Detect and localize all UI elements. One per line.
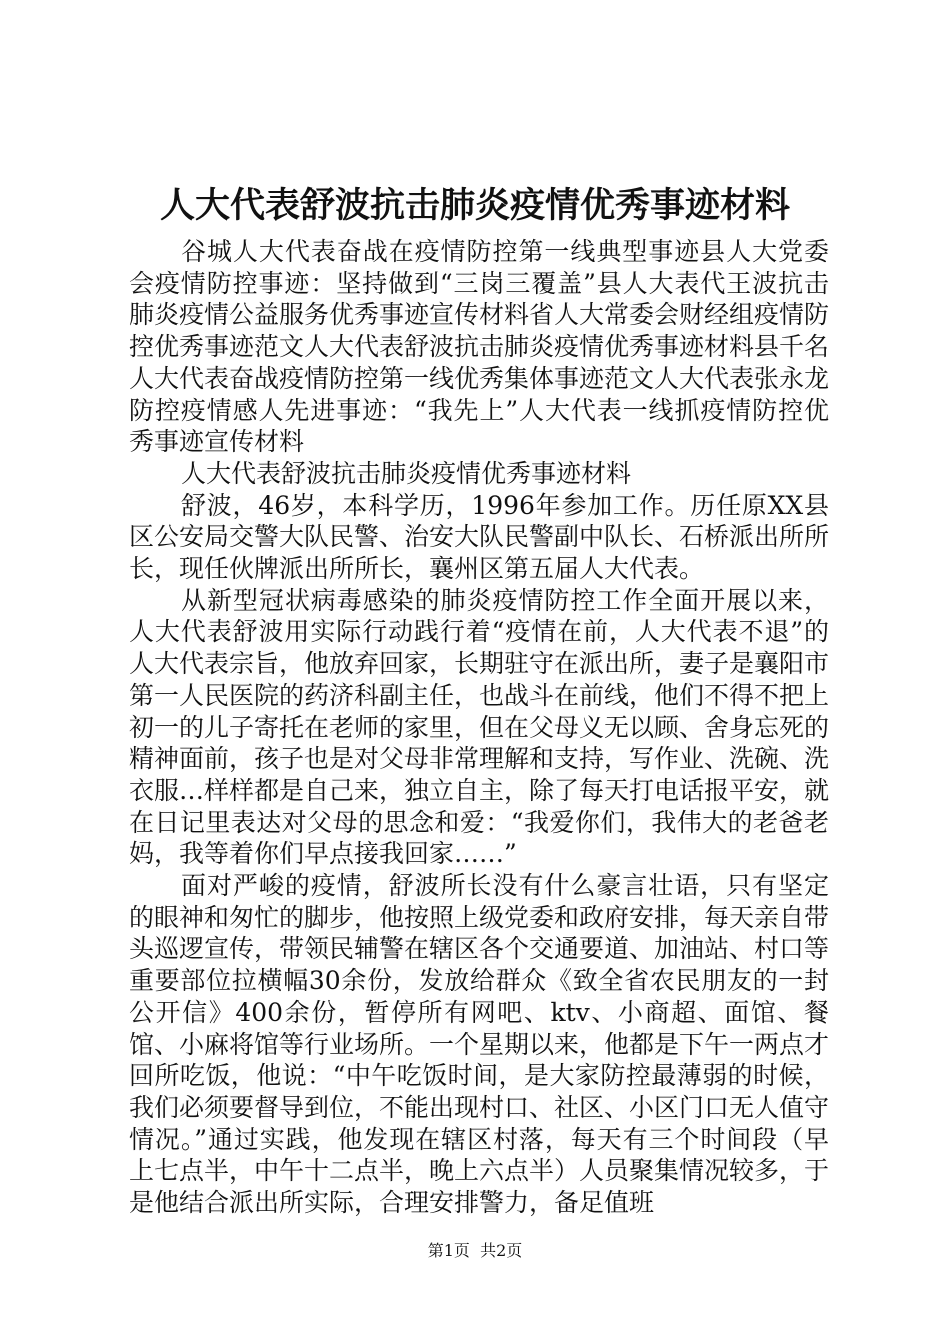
document-title: 人大代表舒波抗击肺炎疫情优秀事迹材料 [159, 185, 790, 226]
paragraph-family: 从新型冠状病毒感染的肺炎疫情防控工作全面开展以来，人大代表舒波用实际行动践行着“疫情在前，人大代表不退”的人大代表宗旨，他放弃回家，长期驻守在派出所，妻子是襄阳市第一人民医院的药济科副主任，也战斗在前线，他们不得不把上初一的儿子寄托在老师的家里，但在父母义无以顾、舍身忘死的精神面前，孩子也是对父母非常理解和支持，写作业、洗碗、洗衣服…样样都是自己来，独立自主，除了每天打电话报平安，就在日记里表达对父母的思念和爱：“我爱你们，我伟大的老爸老妈，我等着你们早点接我回家……” [129, 585, 830, 869]
paragraph-profile: 舒波，46岁，本科学历，1996年参加工作。历任原XX县区公安局交警大队民警、治安大队民警副中队长、石桥派出所所长，现任伙牌派出所所长，襄州区第五届人大代表。 [129, 490, 830, 584]
document-body [129, 236, 829, 1219]
paragraph-subtitle: 人大代表舒波抗击肺炎疫情优秀事迹材料 [181, 458, 632, 488]
paragraph-actions: 面对严峻的疫情，舒波所长没有什么豪言壮语，只有坚定的眼神和匆忙的脚步，他按照上级党委和政府安排，每天亲自带头巡逻宣传，带领民辅警在辖区各个交通要道、加油站、村口等重要部位拉横幅30余份，发放给群众《致全省农民朋友的一封公开信》400余份，暂停所有网吧、ktv、小商超、面馆、餐馆、小麻将馆等行业场所。一个星期以来，他都是下午一两点才回所吃饭，他说：“中午吃饭时间，是大家防控最薄弱的时候，我们必须要督导到位，不能出现村口、社区、小区门口无人值守情况。”通过实践，他发现在辖区村落，每天有三个时间段（早上七点半，中午十二点半，晚上六点半）人员聚集情况较多，于是他结合派出所实际，合理安排警力，备足值班 [129, 871, 830, 1218]
paragraph-summary: 谷城人大代表奋战在疫情防控第一线典型事迹县人大党委会疫情防控事迹：坚持做到“三岗三覆盖”县人大表代王波抗击肺炎疫情公益服务优秀事迹宣传材料省人大常委会财经组疫情防控优秀事迹范文人大代表舒波抗击肺炎疫情优秀事迹材料县千名人大代表奋战疫情防控第一线优秀集体事迹范文人大代表张永龙防控疫情感人先进事迹：“我先上”人大代表一线抓疫情防控优秀事迹宣传材料 [129, 237, 830, 457]
page-footer: 第1页 共2页 [427, 1241, 523, 1260]
